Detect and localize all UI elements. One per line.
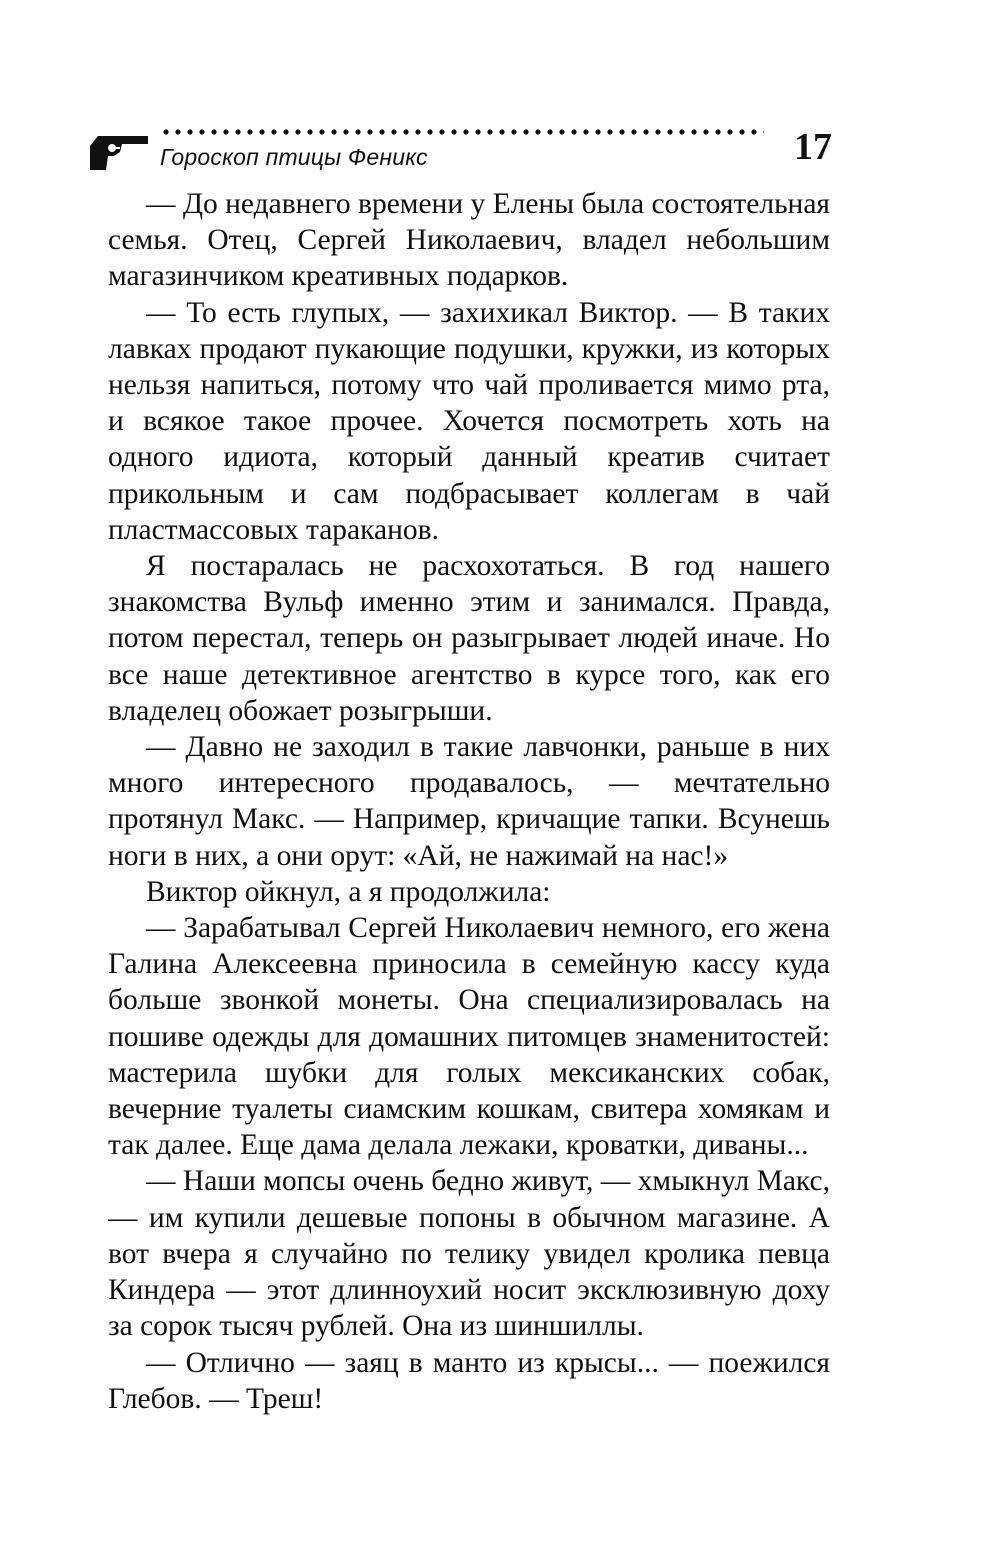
paragraph: — Зарабатывал Сергей Николаевич немного, его жена Галина Алексеевна приносила в семейную кассу куда больше звонкой монеты. Она специализировалась на пошиве одежды для домашних питомцев знаменитостей: мастерила шубки для голых мексиканских собак, вечерние туалеты сиамским кошкам, свитера хомякам и так далее. Еще дама делала лежаки, кроватки, диваны... [108, 912, 830, 1162]
page-number: 17 [794, 126, 832, 168]
dotted-rule [160, 126, 764, 138]
running-header [88, 120, 840, 180]
paragraph: — То есть глупых, — захихикал Виктор. — В таких лавках продают пукающие подушки, кружки, из которых нельзя напиться, потому что чай проливается мимо рта, и всякое такое прочее. Хочется посмотреть хоть на одного идиота, который данный креатив считает прикольным и сам подбрасывает коллегам в чай пластмассовых тараканов. [108, 296, 830, 546]
revolver-icon [88, 132, 150, 172]
paragraph: — До недавнего времени у Елены была состоятельная семья. Отец, Сергей Николаевич, владел небольшим магазинчиком креативных подарков. [108, 188, 831, 293]
body-text [108, 186, 830, 1417]
running-title: Гороскоп птицы Феникс [160, 144, 428, 170]
paragraph: Виктор ойкнул, а я продолжила: [146, 875, 551, 908]
paragraph: Я постаралась не расхохотаться. В год нашего знакомства Вульф именно этим и занимался. Правда, потом перестал, теперь он разыгрывает людей иначе. Но все наше детективное агентство в курсе того, как его владелец обожает розыгрыши. [108, 550, 830, 727]
paragraph: — Наши мопсы очень бедно живут, — хмыкнул Макс, — им купили дешевые попоны в обычном магазине. А вот вчера я случайно по телику увидел кролика певца Киндера — этот длинноухий носит эксклюзивную доху за сорок тысяч рублей. Она из шиншиллы. [108, 1165, 830, 1343]
paragraph: — Давно не заходил в такие лавчонки, раньше в них много интересного продавалось, — мечтательно протянул Макс. — Например, кричащие тапки. Всунешь ноги в них, а они орут: «Ай, не нажимай на нас!» [108, 731, 830, 872]
paragraph: — Отлично — заяц в манто из крысы... — поежился Глебов. — Треш! [108, 1346, 830, 1415]
